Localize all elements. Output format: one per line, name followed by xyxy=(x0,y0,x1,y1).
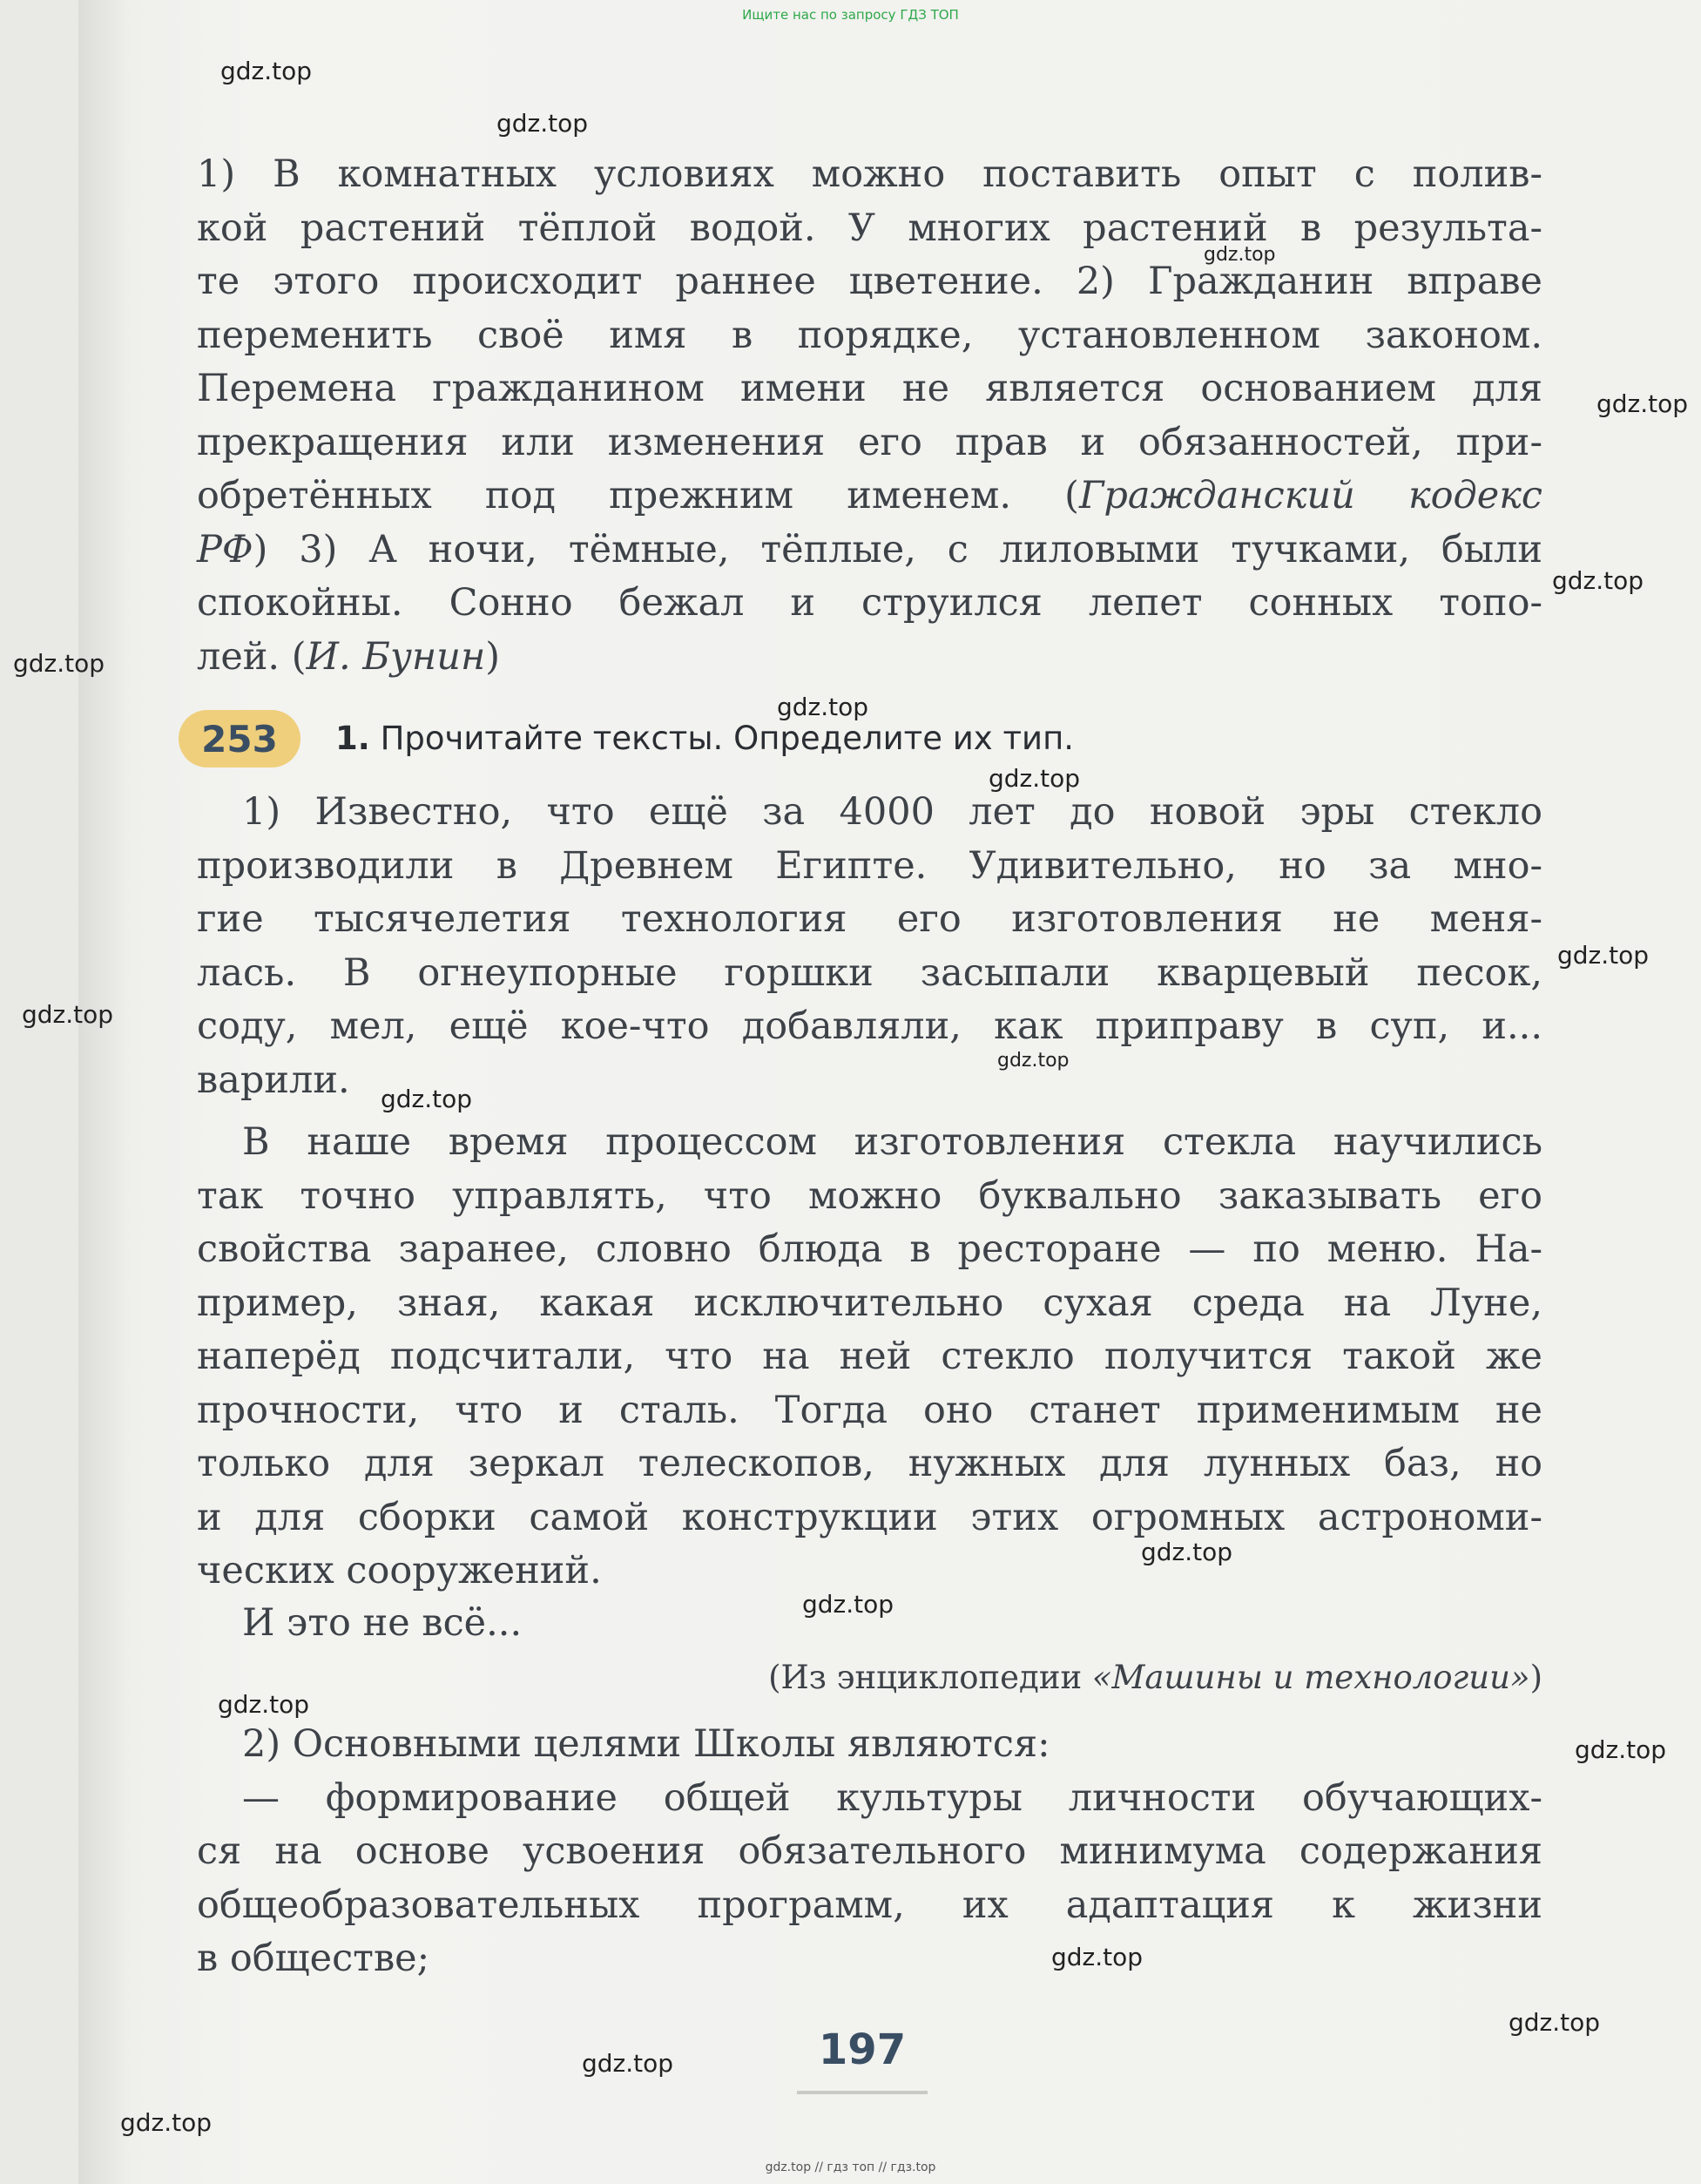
text-line: прочности, что и сталь. Тогда оно станет применимым не xyxy=(197,1388,1542,1432)
text-line: и для сборки самой конструкции этих огромных астрономи- xyxy=(197,1495,1542,1539)
text-line: общеобразовательных программ, их адаптация к жизни xyxy=(197,1883,1542,1927)
text-line: кой растений тёплой водой. У многих растений в результа- xyxy=(197,206,1542,250)
text-line: свойства заранее, словно блюда в ресторане — по меню. На- xyxy=(197,1227,1542,1271)
watermark: gdz.top xyxy=(1575,1735,1667,1764)
text-line: лась. В огнеупорные горшки засыпали кварцевый песок, xyxy=(197,950,1542,995)
text-line: только для зеркал телескопов, нужных для лунных баз, но xyxy=(197,1442,1542,1485)
text-line: ся на основе усвоения обязательного минимума содержания xyxy=(197,1829,1542,1873)
text-line: так точно управлять, что можно буквально заказывать его xyxy=(197,1173,1542,1218)
watermark: gdz.top xyxy=(1141,1538,1233,1566)
watermark: gdz.top xyxy=(1596,389,1689,418)
text-line: прекращения или изменения его прав и обязанностей, при- xyxy=(197,420,1542,464)
page-number-underline xyxy=(797,2091,928,2094)
text-line: И это не всё... xyxy=(242,1601,523,1645)
text-line: производили в Древнем Египте. Удивительно, но за мно- xyxy=(197,843,1542,888)
watermark: gdz.top xyxy=(1557,941,1650,970)
text-line: пример, зная, какая исключительно сухая среда на Луне, xyxy=(197,1281,1542,1325)
watermark: gdz.top xyxy=(777,693,869,721)
watermark: gdz.top xyxy=(989,764,1081,793)
text-line: 2) Основными целями Школы являются: xyxy=(242,1722,1050,1766)
text-line: Перемена гражданином имени не является основанием для xyxy=(197,367,1542,410)
watermark: gdz.top xyxy=(220,57,313,85)
watermark: gdz.top xyxy=(218,1690,310,1719)
text-line: обретённых под прежним именем. (Гражданский кодекс xyxy=(197,474,1542,517)
text-line: те этого происходит раннее цветение. 2) Гражданин вправе xyxy=(197,260,1542,303)
text-1-paragraph-2 xyxy=(197,1116,1542,1599)
text-line: 1) В комнатных условиях можно поставить опыт с полив- xyxy=(197,152,1542,196)
watermark: gdz.top xyxy=(997,1050,1070,1072)
watermark: gdz.top xyxy=(582,2049,674,2078)
text-line: варили. xyxy=(197,1058,350,1102)
text-2 xyxy=(197,1718,1542,1986)
watermark: gdz.top xyxy=(496,109,589,138)
task-instruction: 1. Прочитайте тексты. Определите их тип. xyxy=(335,720,1075,757)
watermark: gdz.top xyxy=(1051,1943,1144,1971)
watermark: gdz.top xyxy=(802,1590,894,1619)
watermark: gdz.top xyxy=(13,649,105,678)
text-1-paragraph-3 xyxy=(197,1597,1542,1704)
page-number: 197 xyxy=(818,2025,907,2074)
text-1 xyxy=(197,786,1542,1107)
watermark: gdz.top xyxy=(1552,566,1644,595)
text-line: РФ) 3) А ночи, тёмные, тёплые, с лиловыми тучками, были xyxy=(197,527,1542,571)
watermark: gdz.top xyxy=(1509,2008,1601,2037)
text-line: ческих сооружений. xyxy=(197,1549,602,1592)
text-line: переменить своё имя в порядке, установленном законом. xyxy=(197,313,1542,357)
text-line: в обществе; xyxy=(197,1937,430,1980)
watermark: gdz.top xyxy=(1204,244,1276,266)
text-line: В наше время процессом изготовления стекла научились xyxy=(242,1120,1542,1164)
watermark: gdz.top xyxy=(120,2108,213,2137)
text-line: — формирование общей культуры личности обучающих- xyxy=(242,1775,1542,1820)
text-line: лей. (И. Бунин) xyxy=(197,634,501,679)
bottom-note: gdz.top // гдз топ // гдз.top xyxy=(765,2160,936,2174)
text-line: спокойны. Сонно бежал и струился лепет сонных топо- xyxy=(197,581,1542,625)
block-1-text xyxy=(197,148,1542,684)
exercise-number-badge: 253 xyxy=(179,710,300,767)
watermark: gdz.top xyxy=(22,1000,114,1029)
watermark: gdz.top xyxy=(381,1085,473,1113)
text-1-source: (Из энциклопедии «Машины и технологии») xyxy=(768,1658,1542,1696)
source-bunin: И. Бунин xyxy=(306,634,486,679)
text-line: соду, мел, ещё кое-что добавляли, как приправу в суп, и... xyxy=(197,1004,1542,1048)
text-line: 1) Известно, что ещё за 4000 лет до новой эры стекло xyxy=(242,790,1542,834)
source-civil-code: Гражданский кодекс xyxy=(1078,474,1542,517)
top-search-note: Ищите нас по запросу ГДЗ ТОП xyxy=(742,7,959,23)
text-line: наперёд подсчитали, что на ней стекло получится такой же xyxy=(197,1335,1542,1378)
text-line: гие тысячелетия технология его изготовления не меня- xyxy=(197,897,1542,941)
